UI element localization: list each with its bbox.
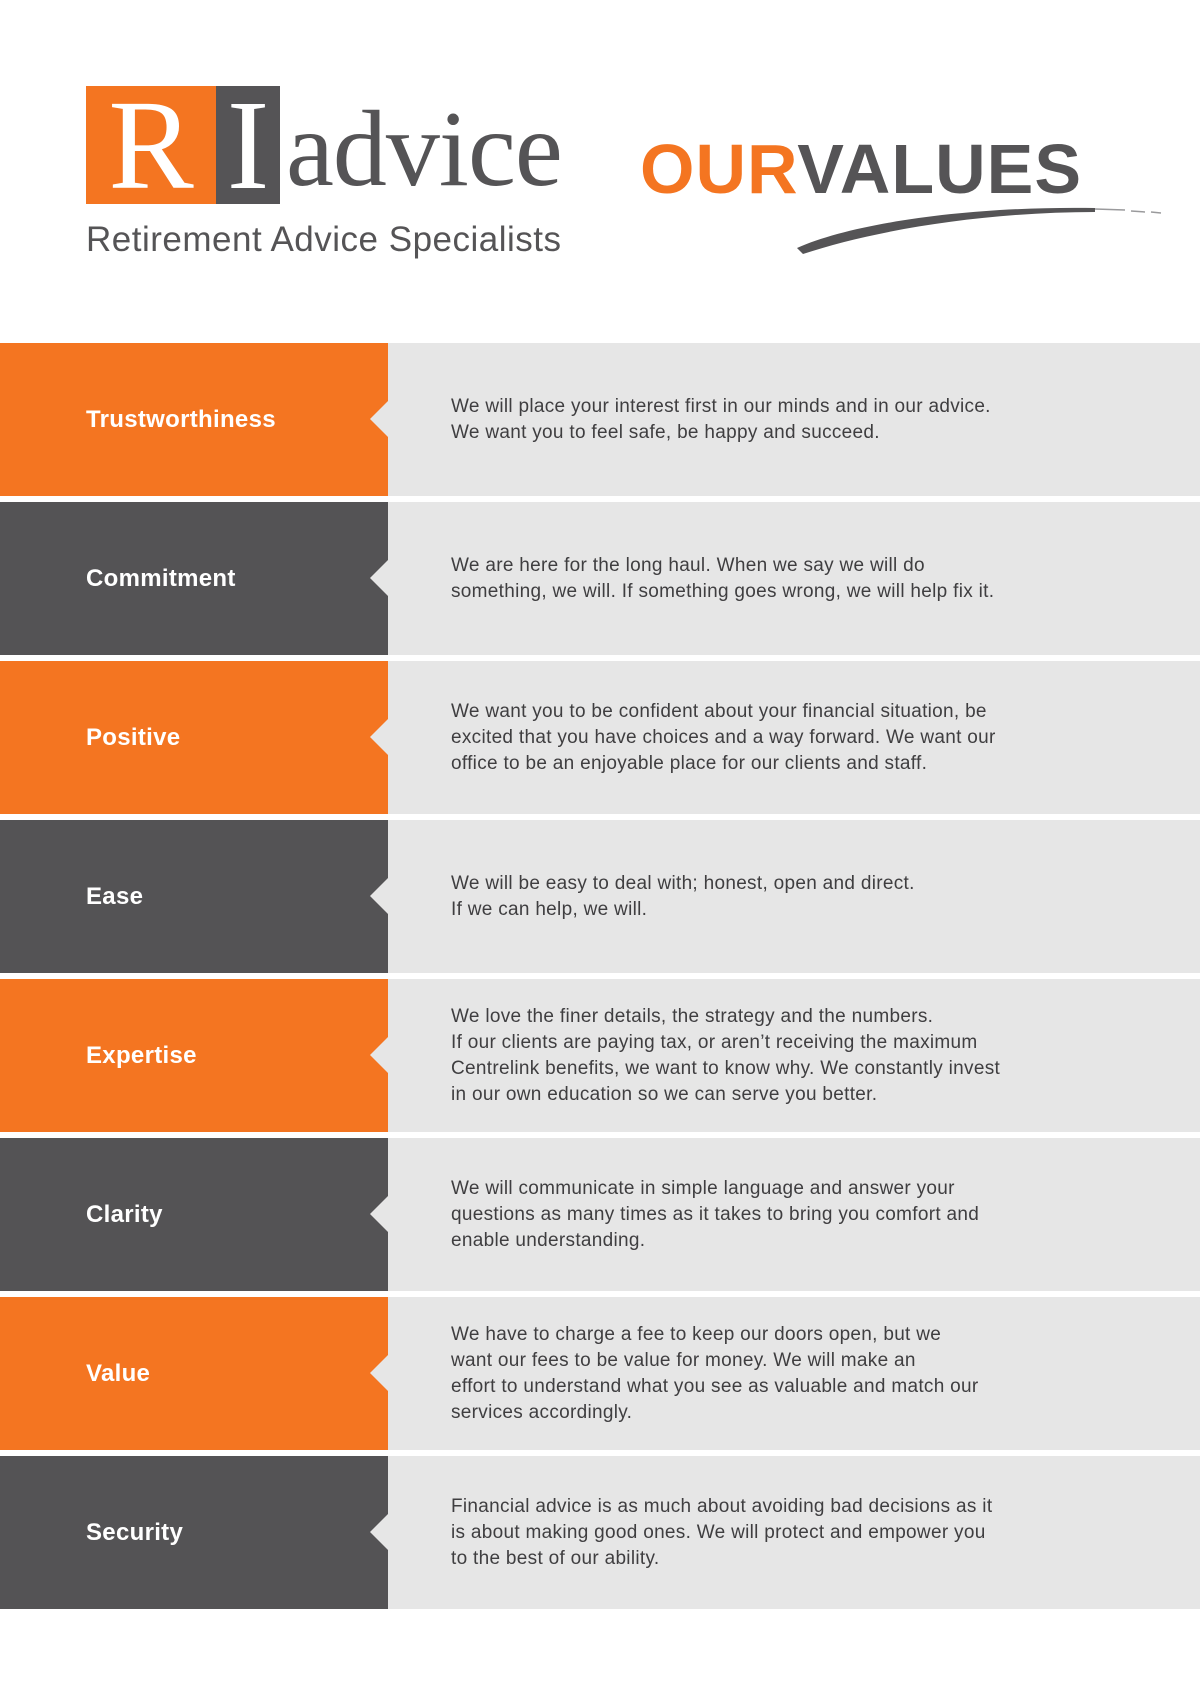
value-description-panel: [388, 1456, 1200, 1609]
page-title: [640, 130, 1083, 208]
logo-wordmark: advice: [286, 90, 562, 209]
value-label: Trustworthiness: [0, 343, 388, 496]
value-description: We are here for the long haul. When we say we will do something, we will. If something goes wrong, we will help fix it.: [451, 554, 995, 602]
value-row-trustworthiness: [0, 343, 1200, 496]
value-description-panel: [388, 820, 1200, 973]
value-description: We want you to be confident about your financial situation, be excited that you have choices and a way forward. We want our office to be an enjoyable place for our clients and staff.: [451, 700, 996, 774]
value-row-security: [0, 1456, 1200, 1609]
value-label: Security: [0, 1456, 388, 1609]
brand-tagline: Retirement Advice Specialists: [86, 220, 562, 259]
notch-arrow: [370, 1355, 388, 1391]
value-label: Expertise: [0, 979, 388, 1132]
value-label: Positive: [0, 661, 388, 814]
value-row-value: [0, 1297, 1200, 1450]
notch-arrow: [370, 401, 388, 437]
value-label: Value: [0, 1297, 388, 1450]
notch-arrow: [370, 1514, 388, 1550]
swoosh-decoration: [795, 200, 1165, 260]
notch-arrow: [370, 560, 388, 596]
value-row-positive: [0, 661, 1200, 814]
value-label: Commitment: [0, 502, 388, 655]
notch-arrow: [370, 719, 388, 755]
value-description-panel: [388, 979, 1200, 1132]
value-row-commitment: [0, 502, 1200, 655]
value-description-panel: [388, 1138, 1200, 1291]
value-label: Clarity: [0, 1138, 388, 1291]
title-our: OUR: [640, 130, 798, 208]
value-row-ease: [0, 820, 1200, 973]
value-row-clarity: [0, 1138, 1200, 1291]
title-values: VALUES: [797, 130, 1083, 208]
logo-r-block: R: [86, 86, 216, 204]
value-row-expertise: [0, 979, 1200, 1132]
value-description-panel: [388, 343, 1200, 496]
value-description-panel: [388, 502, 1200, 655]
value-description-panel: [388, 1297, 1200, 1450]
notch-arrow: [370, 1196, 388, 1232]
notch-arrow: [370, 1037, 388, 1073]
value-description: We have to charge a fee to keep our doors open, but we want our fees to be value for money. We will make an effort to understand what you see as valuable and match our services accordingly.: [451, 1323, 979, 1423]
value-label: Ease: [0, 820, 388, 973]
value-description-panel: [388, 661, 1200, 814]
logo-i-block: I: [216, 86, 280, 204]
value-description: We will place your interest first in our minds and in our advice. We want you to feel safe, be happy and succeed.: [451, 395, 991, 443]
brand-logo: [86, 74, 606, 266]
value-description: We love the finer details, the strategy and the numbers. If our clients are paying tax, or aren’t receiving the maximum Centrelink benefits, we want to know why. We constantly invest in our own education so we can serve you better.: [451, 1005, 1001, 1105]
notch-arrow: [370, 878, 388, 914]
values-list: [0, 343, 1200, 1615]
value-description: We will be easy to deal with; honest, open and direct. If we can help, we will.: [451, 872, 915, 920]
value-description: We will communicate in simple language and answer your questions as many times as it takes to bring you comfort and enable understanding.: [451, 1177, 980, 1251]
value-description: Financial advice is as much about avoiding bad decisions as it is about making good ones. We will protect and empower you to the best of our ability.: [451, 1495, 993, 1569]
